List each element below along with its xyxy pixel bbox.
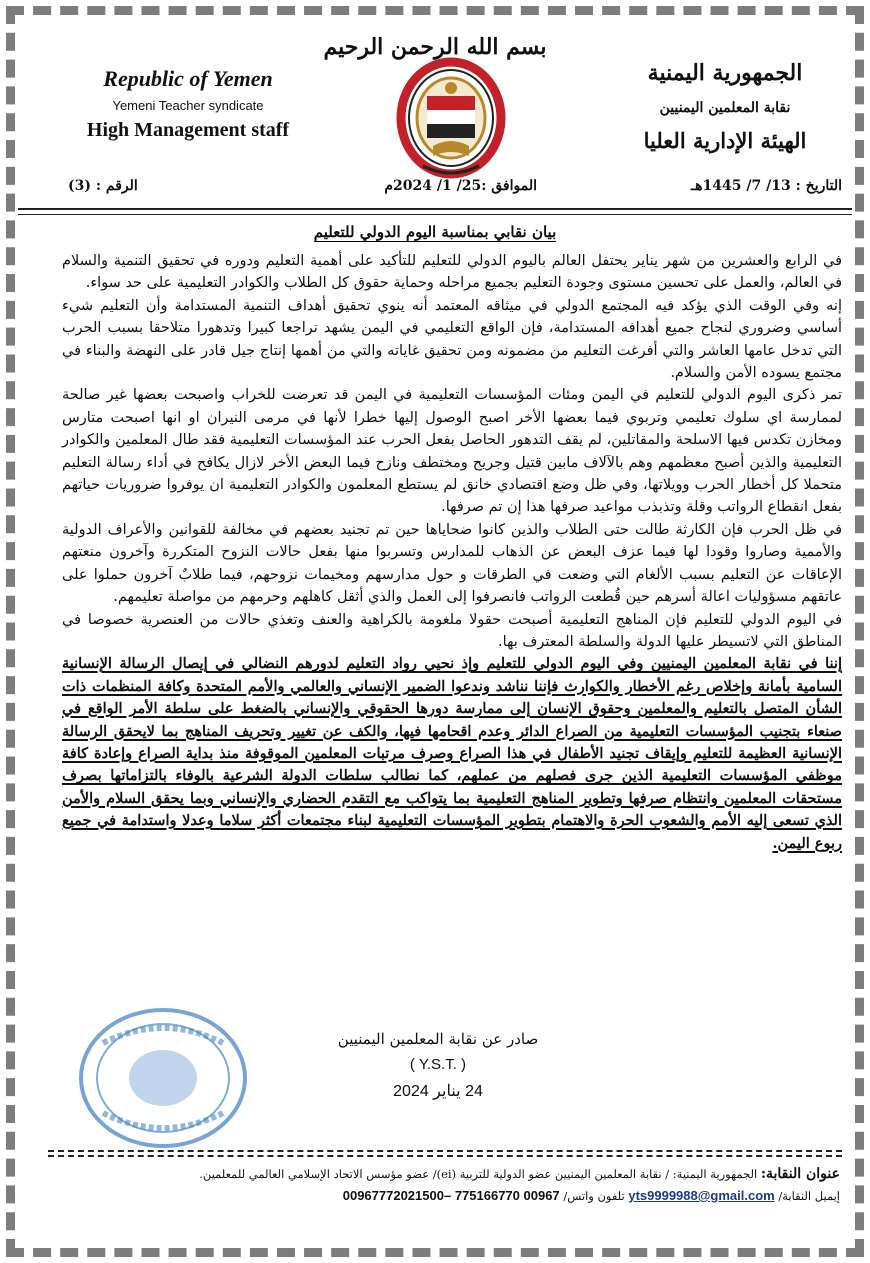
paragraph-5: في اليوم الدولي للتعليم فإن المناهج التعليمية أصبحت حقولا ملغومة بالكراهية والعنف وتغذي حالات من العنصرية خصوصا في المناطق التي لاتسيطر عليها الدولة والسلطة المعترف بها. [62,611,842,650]
gregorian-date: الموافق :25/ 1/ 2024م [384,178,537,194]
signature-block [318,1030,558,1109]
address-label: عنوان النقابة: [760,1166,840,1182]
english-union-name: Yemeni Teacher syndicate [112,98,264,113]
date-line [48,178,842,202]
paragraph-3: تمر ذكرى اليوم الدولي للتعليم في اليمن ومئات المؤسسات التعليمية في اليمن قد تعرضت للخراب واصبحت بعضها غير صالحة لممارسة اي سلوك تعليمي وتربوي فيما بعضها الأخر اصبح الوصول إليها خطرا لأنها في مرمى النيران او انها اصبحت متارس ومخازن تكدس فيها الاسلحة والمقاتلين، لم يقف التدهور الحاصل بفعل الحرب عند المؤسسات التعليمية فقد طال المعلمين والكوادر التعليمية والذين أصبح معظمهم وهم بالآلاف مابين قتيل وجريح ومختطف ونازح فيما البعض الأخر لازال يكافح في أداء رسالة التعليم متحملا كل أخطار الحرب وويلاتها، وفي ظل وضع اقتصادي خانق لم يستطع المعلمون والكوادر التعليمية ان يوفروا ضروريات حياتهم بفعل انقطاع الرواتب وقلة وتذبذب مواعيد صرفها هذا إن تم صرفها. [62,387,842,516]
paragraph-2: إنه وفي الوقت الذي يؤكد فيه المجتمع الدولي في ميثاقه المعتمد أنه ينوي تحقيق أهداف التنمية المستدامة وأن التعليم شيء أساسي وضروري لنجاح جميع أهدافه المستدامة، فإن الواقع التعليمي في اليمن يشهد تراجعا كبيرا وتدهورا متلاحقا بسبب الحرب التي تدخل عامها العاشر والتي أفرغت التعليم من مضمونه ومن تحقيق غاياته والتي من أهمها إنتاج جيل قادر على النهضة والبناء في مجتمع يسوده الأمن والسلام. [62,297,842,382]
arabic-country-name: الجمهورية اليمنية [647,60,803,86]
union-abbreviation: ( Y.S.T. ) [409,1056,467,1073]
footer-divider-2 [48,1155,842,1157]
address-text: الجمهورية اليمنية: / نقابة المعلمين اليمنيين عضو الدولية للتربية (ei)/ عضو مؤسس الاتحاد الإسلامي العالمي للمعلمين. [199,1167,758,1181]
english-staff-name: High Management staff [86,119,290,141]
english-country-name: Republic of Yemen [103,66,273,91]
english-letterhead [68,66,308,142]
issuer-line: صادر عن نقابة المعلمين اليمنيين [337,1030,539,1048]
arabic-letterhead [610,60,840,153]
hijri-date: التاريخ : 13/ 7/ 1445هـ [691,178,842,194]
reference-number: الرقم : (3) [68,178,138,194]
phone-label: تلفون واتس/ [563,1189,625,1203]
header-divider-thin [18,214,852,215]
official-stamp-icon [73,1003,253,1153]
arabic-union-name: نقابة المعلمين اليمنيين [659,100,791,116]
signature-date: 24 يناير 2024 [393,1083,483,1100]
arabic-staff-name: الهيئة الإدارية العليا [643,128,807,153]
footer-contact [78,1160,840,1203]
syndicate-logo-icon [393,56,509,186]
address-row [78,1166,840,1182]
paragraph-1: في الرابع والعشرين من شهر يناير يحتفل العالم باليوم الدولي للتعليم للتأكيد على أهمية التعليم ودوره في تحقيق التنمية والسلام في العالم، والعمل على تحسين مستوى وجودة التعليم بجميع مراحله وحماية حقوق كل الطلاب والكوادر التعليمية على حد سواء. [62,253,842,292]
letter-page [18,18,852,1245]
bismillah-heading: بسم الله الرحمن الرحيم [323,34,547,60]
email-label: إيميل النقابة/ [778,1189,840,1203]
email-link[interactable]: yts9999988@gmail.com [628,1188,775,1203]
paragraph-demands: إننا في نقابة المعلمين اليمنيين وفي اليوم الدولي للتعليم وإذ نحيي رواد التعليم لدورهم النضالي في إيصال الرسالة الإنسانية السامية بأمانة وإخلاص رغم الأخطار والكوارث فإننا نناشد وندعوا الضمير الإنساني والعالمي والأمم المتحدة وكافة المنظمات ذات الشأن المتصل بالتعليم والمعلمين وحقوق الإنسان إلى ممارسة دورها الحقوقي والإنساني بالضغط على سلطة الأمر الواقع في صنعاء بتجنيب المؤسسات التعليمية من الصراع الدائر وعدم اقحامها فيها، والكف عن تغيير وتحريف المناهج بما لايحقق الرسالة الإنسانية العظيمة للتعليم وإيقاف تجنيد الأطفال في هذا الصراع وصرف مرتبات المعلمين الموقوفة منذ بداية الصراع وإعادة كافة موظفي المؤسسات التعليمية الذين جرى فصلهم من عملهم، كما نطالب سلطات الدولة الشرعية بالوفاء بالتزاماتها بصرف مستحقات المعلمين وانتظام صرفها وتطوير المناهج التعليمية بما يتواكب مع التقدم الحضاري والإنساني وبما يحقق السلام والأمن الذي تسعى إليه الأمم والشعوب الحرة والاهتمام بتطوير المؤسسات التعليمية لبناء مجتمعات أكثر سلاما وعدلا واستدامة في جميع ربوع اليمن. [62,655,842,852]
header-divider [18,208,852,210]
statement-body [62,250,842,855]
paragraph-4: في ظل الحرب فإن الكارثة طالت حتى الطلاب والذين كانوا ضحاياها حين تم تجنيد بعضهم في مخالفة للقوانين والأعراف الدولية والأممية وصاروا وقودا لها فيما عزف البعض عن الذهاب للمدارس وتسربوا منها بفعل حالات النزوح المتكررة وآخرون منعتهم الإعاقات عن التعليم بسبب الألغام التي وضعت في الطرقات و حول مدارسهم ومخيمات نزوحهم، فيما طلابٌ آخرون حملوا على عاتقهم مسؤوليات اعالة أسرهم حين قُطعت الرواتب فانصرفوا إلى العمل والذي أثقل كاهلهم وحرمهم من مواصلة تعليمهم. [62,521,842,606]
contact-row [78,1188,840,1203]
phone-numbers: 00967 775166770 –00967772021500 [342,1188,560,1203]
footer-divider [48,1150,842,1152]
statement-title: بيان نقابي بمناسبة اليوم الدولي للتعليم [313,223,557,241]
